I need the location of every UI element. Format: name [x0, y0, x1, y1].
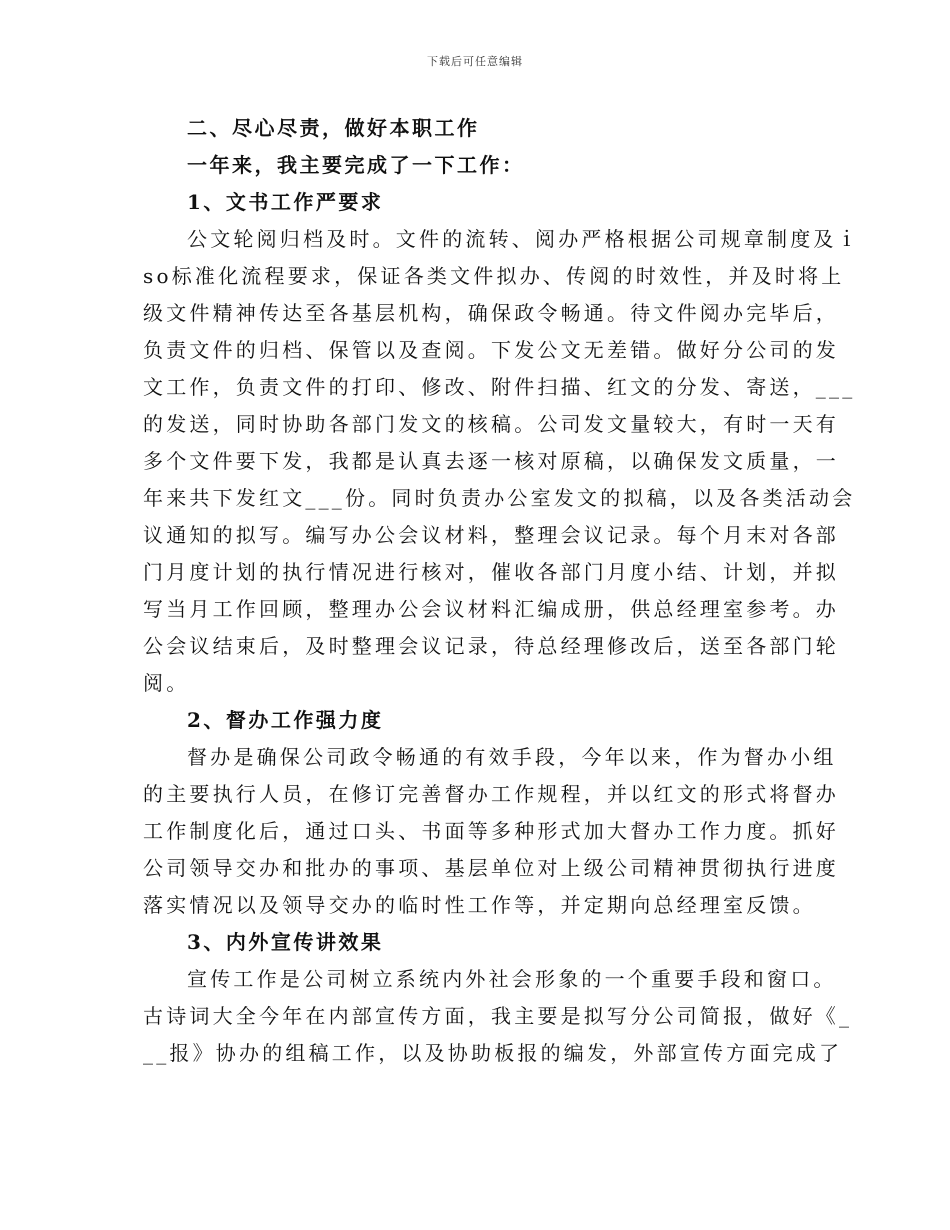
paragraph-line: 年来共下发红文___份。同时负责办公室发文的拟稿，以及各类活动会 [143, 486, 856, 510]
paragraph-line: 古诗词大全今年在内部宣传方面，我主要是拟写分公司简报，做好《_ [143, 1004, 853, 1028]
section-heading: 3、内外宣传讲效果 [187, 930, 384, 954]
paragraph-line: 写当月工作回顾，整理办公会议材料汇编成册，供总经理室参考。办 [143, 597, 839, 621]
paragraph-line: 阅。 [143, 671, 190, 695]
section-heading: 一年来，我主要完成了一下工作： [187, 153, 525, 177]
paragraph-line: 公会议结束后，及时整理会议记录，待总经理修改后，送至各部门轮 [143, 634, 839, 658]
paragraph-line: 文工作，负责文件的打印、修改、附件扫描、红文的分发、寄送，___ [143, 375, 856, 399]
page-header-note: 下载后可任意编辑 [427, 55, 523, 68]
section-heading: 2、督办工作强力度 [187, 708, 384, 732]
paragraph-line: 督办是确保公司政令畅通的有效手段，今年以来，作为督办小组 [187, 745, 837, 769]
paragraph-line: 级文件精神传达至各基层机构，确保政令畅通。待文件阅办完毕后， [143, 301, 839, 325]
paragraph-line: 门月度计划的执行情况进行核对，催收各部门月度小结、计划，并拟 [143, 560, 839, 584]
section-heading: 1、文书工作严要求 [187, 190, 384, 214]
paragraph-line: 落实情况以及领导交办的临时性工作等，并定期向总经理室反馈。 [143, 893, 816, 917]
paragraph-line: 宣传工作是公司树立系统内外社会形象的一个重要手段和窗口。 [187, 967, 837, 991]
paragraph-line: 公文轮阅归档及时。文件的流转、阅办严格根据公司规章制度及ｉ [187, 227, 860, 251]
paragraph-line: 负责文件的归档、保管以及查阅。下发公文无差错。做好分公司的发 [143, 338, 839, 362]
section-heading: 二、尽心尽责，做好本职工作 [187, 116, 480, 140]
paragraph-line: 议通知的拟写。编写办公会议材料，整理会议记录。每个月末对各部 [143, 523, 839, 547]
paragraph-line: 多个文件要下发，我都是认真去逐一核对原稿，以确保发文质量，一 [143, 449, 839, 473]
paragraph-line: 公司领导交办和批办的事项、基层单位对上级公司精神贯彻执行进度 [143, 856, 839, 880]
paragraph-line: __报》协办的组稿工作，以及协助板报的编发，外部宣传方面完成了 [143, 1041, 843, 1065]
paragraph-line: 的发送，同时协助各部门发文的核稿。公司发文量较大，有时一天有 [143, 412, 839, 436]
paragraph-line: 工作制度化后，通过口头、书面等多种形式加大督办工作力度。抓好 [143, 819, 839, 843]
paragraph-line: so标准化流程要求，保证各类文件拟办、传阅的时效性，并及时将上 [143, 264, 845, 288]
document-body [143, 110, 860, 1072]
paragraph-line: 的主要执行人员，在修订完善督办工作规程，并以红文的形式将督办 [143, 782, 839, 806]
